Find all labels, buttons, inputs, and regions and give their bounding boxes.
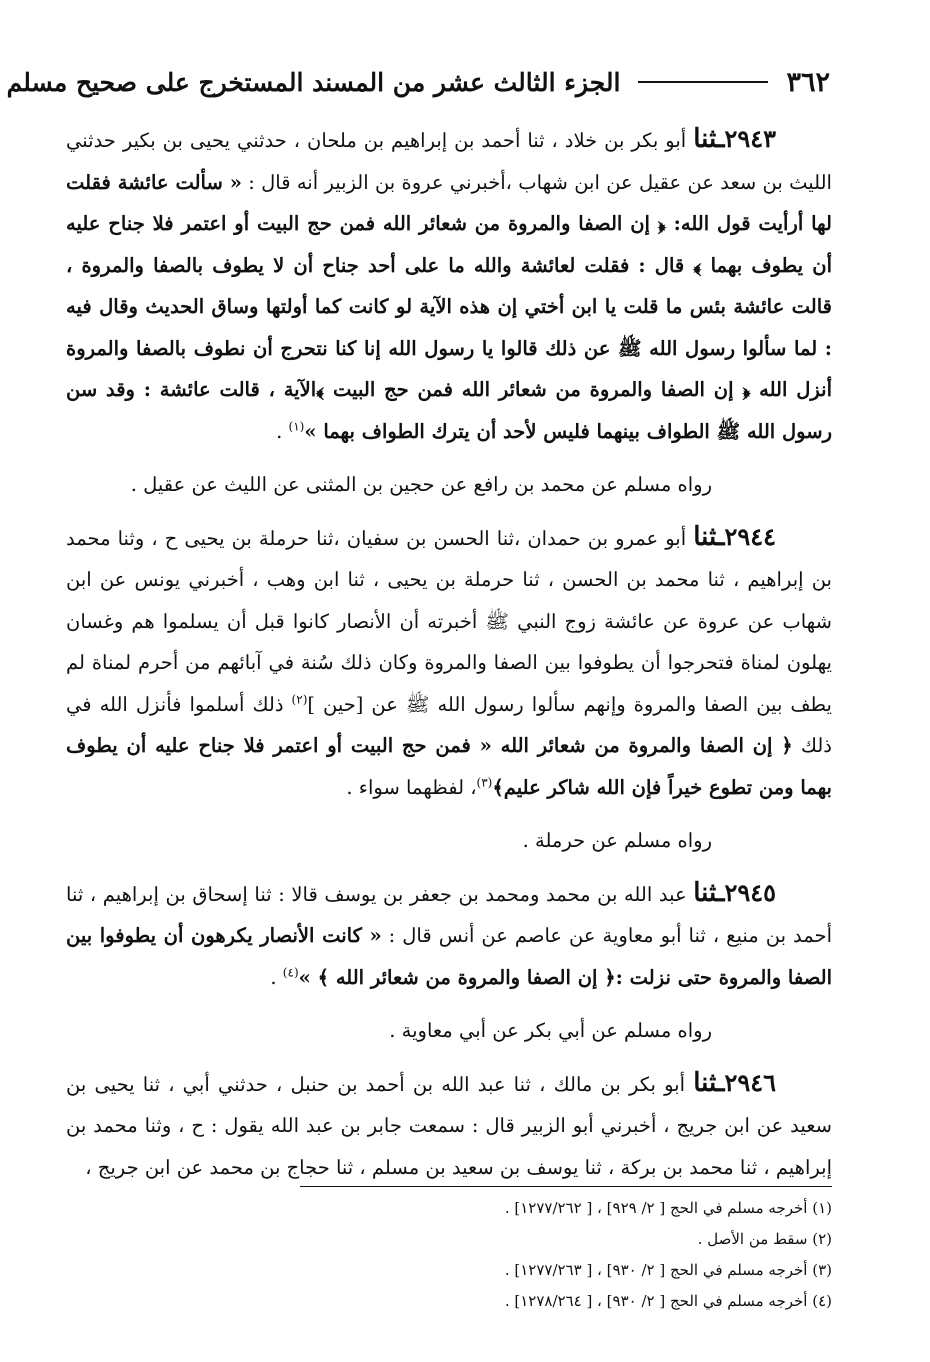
- footnote-3: (٣) أخرجه مسلم في الحج [ ٢/ ٩٣٠] ، [ ١٢٧٧/٢٦٣] .: [504, 1261, 832, 1279]
- hadith-2946: [66, 1062, 832, 1189]
- narration-note: رواه مسلم عن حرملة .: [522, 829, 712, 852]
- hadith-2945: [66, 872, 832, 999]
- running-header: [6, 62, 830, 102]
- hadith-marker: ـثنا: [693, 124, 725, 154]
- isnad-text: أبو بكر بن مالك ، ثنا عبد الله بن أحمد بن حنبل ، حدثني أبي ، ثنا يحيى بن سعيد عن ابن جريج ، أخبرني أبو الزبير قال : سمعت جابر بن عبد الله يقول : ح ، وثنا محمد بن إبراهيم ، ثنا محمد بن بركة ، ثنا يوسف بن سعيد بن مسلم ، ثنا حجاج بن محمد عن ابن جريج ،: [66, 1072, 832, 1179]
- period: .: [270, 965, 283, 989]
- text-tail: ، لفظهما سواء .: [346, 775, 477, 799]
- hadith-marker: ـثنا: [693, 521, 725, 552]
- header-rule: [638, 81, 768, 83]
- matn-text: « سألت عائشة فقلت لها أرأيت قول الله: ﴿ إن الصفا والمروة من شعائر الله فمن حج البيت أو اعتمر فلا جناح عليه أن يطوف بهما ﴾ قال : فقلت لعائشة والله ما على أحد جناح أن لا يطوف بالصفا والمروة ، قالت عائشة بئس ما قلت يا ابن أختي إن هذه الآية لو كانت كما أولتها وساق الحديث وقال فيه : لما سألوا رسول الله ﷺ عن ذلك قالوا يا رسول الله إنا كنا نتحرج أن نطوف بالصفا والمروة أنزل الله ﴿ إن الصفا والمروة من شعائر الله فمن حج البيت ﴾الآية ، قالت عائشة : وقد سن رسول الله ﷺ الطواف بينهما فليس لأحد أن يترك الطواف بهما »: [66, 170, 832, 443]
- hadith-number: ٢٩٤٦: [724, 1067, 776, 1097]
- hadith-2944: [66, 516, 832, 809]
- footnote-4: (٤) أخرجه مسلم في الحج [ ٢/ ٩٣٠] ، [ ١٢٧٨/٢٦٤] .: [504, 1292, 832, 1310]
- quran-quote: ﴿ إن الصفا والمروة من شعائر الله « فمن حج البيت أو اعتمر فلا جناح عليه أن يطوف بهما ومن تطوع خيراً فإن الله شاكر عليم﴾: [66, 734, 832, 799]
- page-number: ٣٦٢: [786, 66, 830, 98]
- text-continuation: ذلك أسلموا فأنزل الله في ذلك: [66, 692, 832, 757]
- footnotes: [300, 1186, 832, 1317]
- footnote-2: (٢) سقط من الأصل .: [697, 1230, 832, 1248]
- narration-note: رواه مسلم عن أبي بكر عن أبي معاوية .: [389, 1019, 712, 1042]
- main-text: [66, 118, 832, 1188]
- hadith-marker: ـثنا: [693, 877, 725, 908]
- hadith-number: ٢٩٤٤: [724, 521, 776, 551]
- header-title: الجزء الثالث عشر من المسند المستخرج على صحيح مسلم: [6, 67, 621, 97]
- narration-note: رواه مسلم عن محمد بن رافع عن حجين بن المثنى عن الليث عن عقيل .: [130, 473, 712, 496]
- footnote-1: (١) أخرجه مسلم في الحج [ ٢/ ٩٢٩] ، [ ١٢٧٧/٢٦٢] .: [504, 1199, 832, 1217]
- footnote-ref: (٤): [282, 965, 299, 979]
- footnote-ref: (٣): [476, 775, 493, 789]
- hadith-number: ٢٩٤٣: [724, 124, 776, 153]
- hadith-number: ٢٩٤٥: [724, 877, 776, 907]
- isnad-text: أبو بكر بن خلاد ، ثنا أحمد بن إبراهيم بن ملحان ، حدثني يحيى بن بكير حدثني الليث بن سعد عن عقيل عن ابن شهاب ،أخبرني عروة بن الزبير أنه قال :: [66, 129, 832, 194]
- hadith-2943: [66, 118, 832, 452]
- hadith-marker: ـثنا: [693, 1067, 725, 1098]
- footnote-ref: (١): [288, 419, 305, 433]
- matn-text: « كانت الأنصار يكرهون أن يطوفوا بين الصفا والمروة حتى نزلت :﴿ إن الصفا والمروة من شعائر الله ﴾ »: [66, 924, 832, 989]
- isnad-text: عبد الله بن محمد ومحمد بن جعفر بن يوسف قالا : ثنا إسحاق بن إبراهيم ، ثنا أحمد بن منيع ، ثنا أبو معاوية عن عاصم عن أنس قال :: [66, 882, 832, 947]
- isnad-text: أبو عمرو بن حمدان ،ثنا الحسن بن سفيان ،ثنا حرملة بن يحيى ح ، وثنا محمد بن إبراهيم ، ثنا محمد بن الحسن ، ثنا حرملة بن يحيى ، ثنا ابن وهب ، أخبرني يونس عن ابن شهاب عن عروة عن عائشة زوج النبي ﷺ أخبرته أن الأنصار كانوا قبل أن يسلموا هم وغسان يهلون لمناة فتحرجوا أن يطوفوا بين الصفا والمروة وكان ذلك سُنة في آبائهم من أحرم لمناة لم يطف بين الصفا والمروة وإنهم سألوا رسول الله ﷺ عن [حين ]: [66, 526, 832, 716]
- period: .: [276, 419, 289, 443]
- footnote-ref: (٢): [291, 692, 308, 706]
